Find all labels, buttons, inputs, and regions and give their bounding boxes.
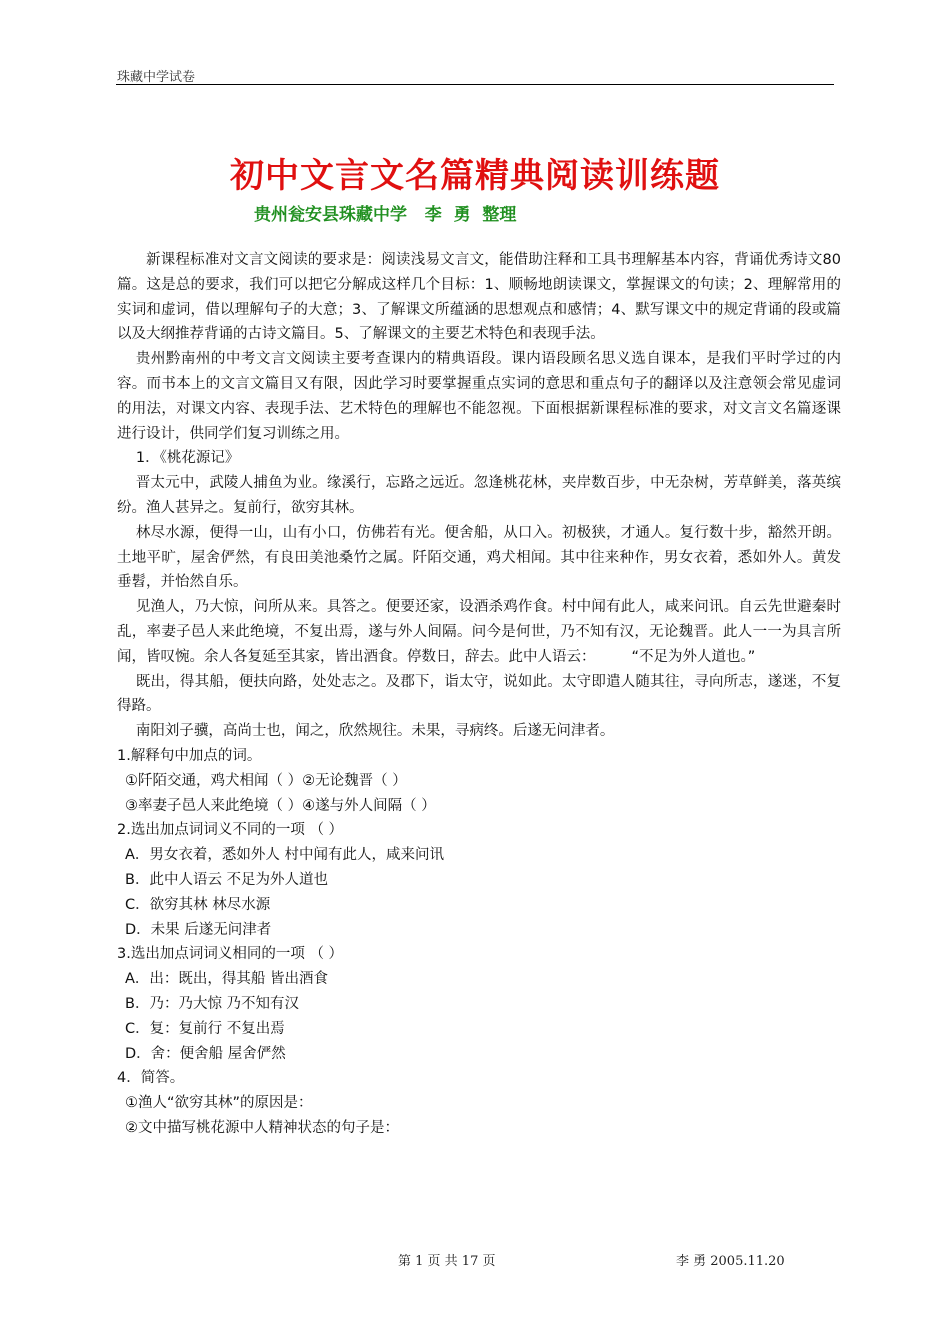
page-subtitle: 贵州瓮安县珠藏中学 李 勇 整理 [254, 205, 517, 225]
question-option: A．男女衣着，悉如外人 村中闻有此人，咸来问讯 [125, 847, 445, 864]
text-paragraph-main: 见渔人，乃大惊，问所从来。具答之。便要还家，设酒杀鸡作食。村中闻有此人，咸来问讯。自云先世避秦时乱，率妻子邑人来此绝境，不复出焉，遂与外人间隔。问今是何世，乃不知有汉，无论魏晋。此人一一为具言所闻，皆叹惋。余人各复延至其家，皆出酒食。停数日，辞去。此中人语云： [117, 599, 841, 665]
question-stem: 3.选出加点词词义相同的一项 （ ） [117, 946, 344, 963]
text-paragraph: 既出，得其船，便扶向路，处处志之。及郡下，诣太守，说如此。太守即遣人随其往，寻向所志，遂迷，不复得路。 [117, 673, 841, 715]
text-paragraph: 晋太元中，武陵人捕鱼为业。缘溪行，忘路之远近。忽逢桃花林，夹岸数百步，中无杂树，芳草鲜美，落英缤纷。渔人甚异之。复前行，欲穷其林。 [117, 475, 841, 516]
question-option: B．此中人语云 不足为外人道也 [125, 871, 329, 888]
text-paragraph [117, 595, 841, 669]
question-option: C．欲穷其林 林尽水源 [125, 896, 271, 913]
intro-paragraph: 新课程标准对文言文阅读的要求是：阅读浅易文言文，能借助注释和工具书理解基本内容，背诵优秀诗文80篇。这是总的要求，我们可以把它分解成这样几个目标：1、顺畅地朗读课文，掌握课文的句读；2、理解常用的实词和虚词，借以理解句子的大意；3、了解课文所蕴涵的思想观点和感情；4、默写课文中的规定背诵的段或篇以及大纲推荐背诵的古诗文篇目。5、了解课文的主要艺术特色和表现手法。 [117, 252, 841, 343]
question-item: ①渔人“欲穷其林”的原因是： [125, 1095, 313, 1112]
page-number: 第 1 页 共 17 页 [398, 1254, 496, 1269]
question-option: C．复：复前行 不复出焉 [125, 1020, 285, 1037]
question-item: ③率妻子邑人来此绝境（ ）④遂与外人间隔（ ） [125, 797, 436, 814]
intro-paragraph: 贵州黔南州的中考文言文阅读主要考查课内的精典语段。课内语段顾名思义选自课本，是我们平时学过的内容。而书本上的文言文篇目又有限，因此学习时要掌握重点实词的意思和重点句子的翻译以及注意领会常见虚词的用法，对课文内容、表现手法、艺术特色的理解也不能忽视。下面根据新课程标准的要求，对文言文名篇逐课进行设计，供同学们复习训练之用。 [117, 351, 841, 442]
question-option: A．出：既出，得其船 皆出酒食 [125, 971, 329, 988]
document-body [117, 248, 841, 1141]
question-item: ①阡陌交通，鸡犬相闻（ ）②无论魏晋（ ） [125, 772, 407, 789]
question-stem: 1.解释句中加点的词。 [117, 747, 262, 764]
header-school: 珠藏中学试卷 [117, 70, 196, 85]
footer-author-date: 李 勇 2005.11.20 [676, 1254, 785, 1269]
page-title: 初中文言文名篇精典阅读训练题 [230, 156, 720, 196]
text-paragraph: 林尽水源，便得一山，山有小口，仿佛若有光。便舍船，从口入。初极狭，才通人。复行数十步，豁然开朗。土地平旷，屋舍俨然，有良田美池桑竹之属。阡陌交通，鸡犬相闻。其中往来种作，男女衣着，悉如外人。黄发垂髫，并怡然自乐。 [117, 524, 841, 591]
question-option: D．舍：便舍船 屋舍俨然 [125, 1045, 286, 1062]
question-item: ②文中描写桃花源中人精神状态的句子是： [125, 1119, 399, 1136]
section-heading: 1．《桃花源记》 [135, 450, 240, 467]
header-rule [116, 84, 834, 85]
question-option: B．乃：乃大惊 乃不知有汉 [125, 995, 300, 1012]
quote-text: “不足为外人道也。” [631, 648, 756, 665]
question-option: D．未果 后遂无问津者 [125, 921, 272, 938]
question-stem: 2.选出加点词词义不同的一项 （ ） [117, 822, 344, 839]
question-stem: 4．简答。 [117, 1070, 185, 1087]
text-paragraph: 南阳刘子骥，高尚士也，闻之，欣然规往。未果，寻病终。后遂无问津者。 [135, 723, 615, 740]
